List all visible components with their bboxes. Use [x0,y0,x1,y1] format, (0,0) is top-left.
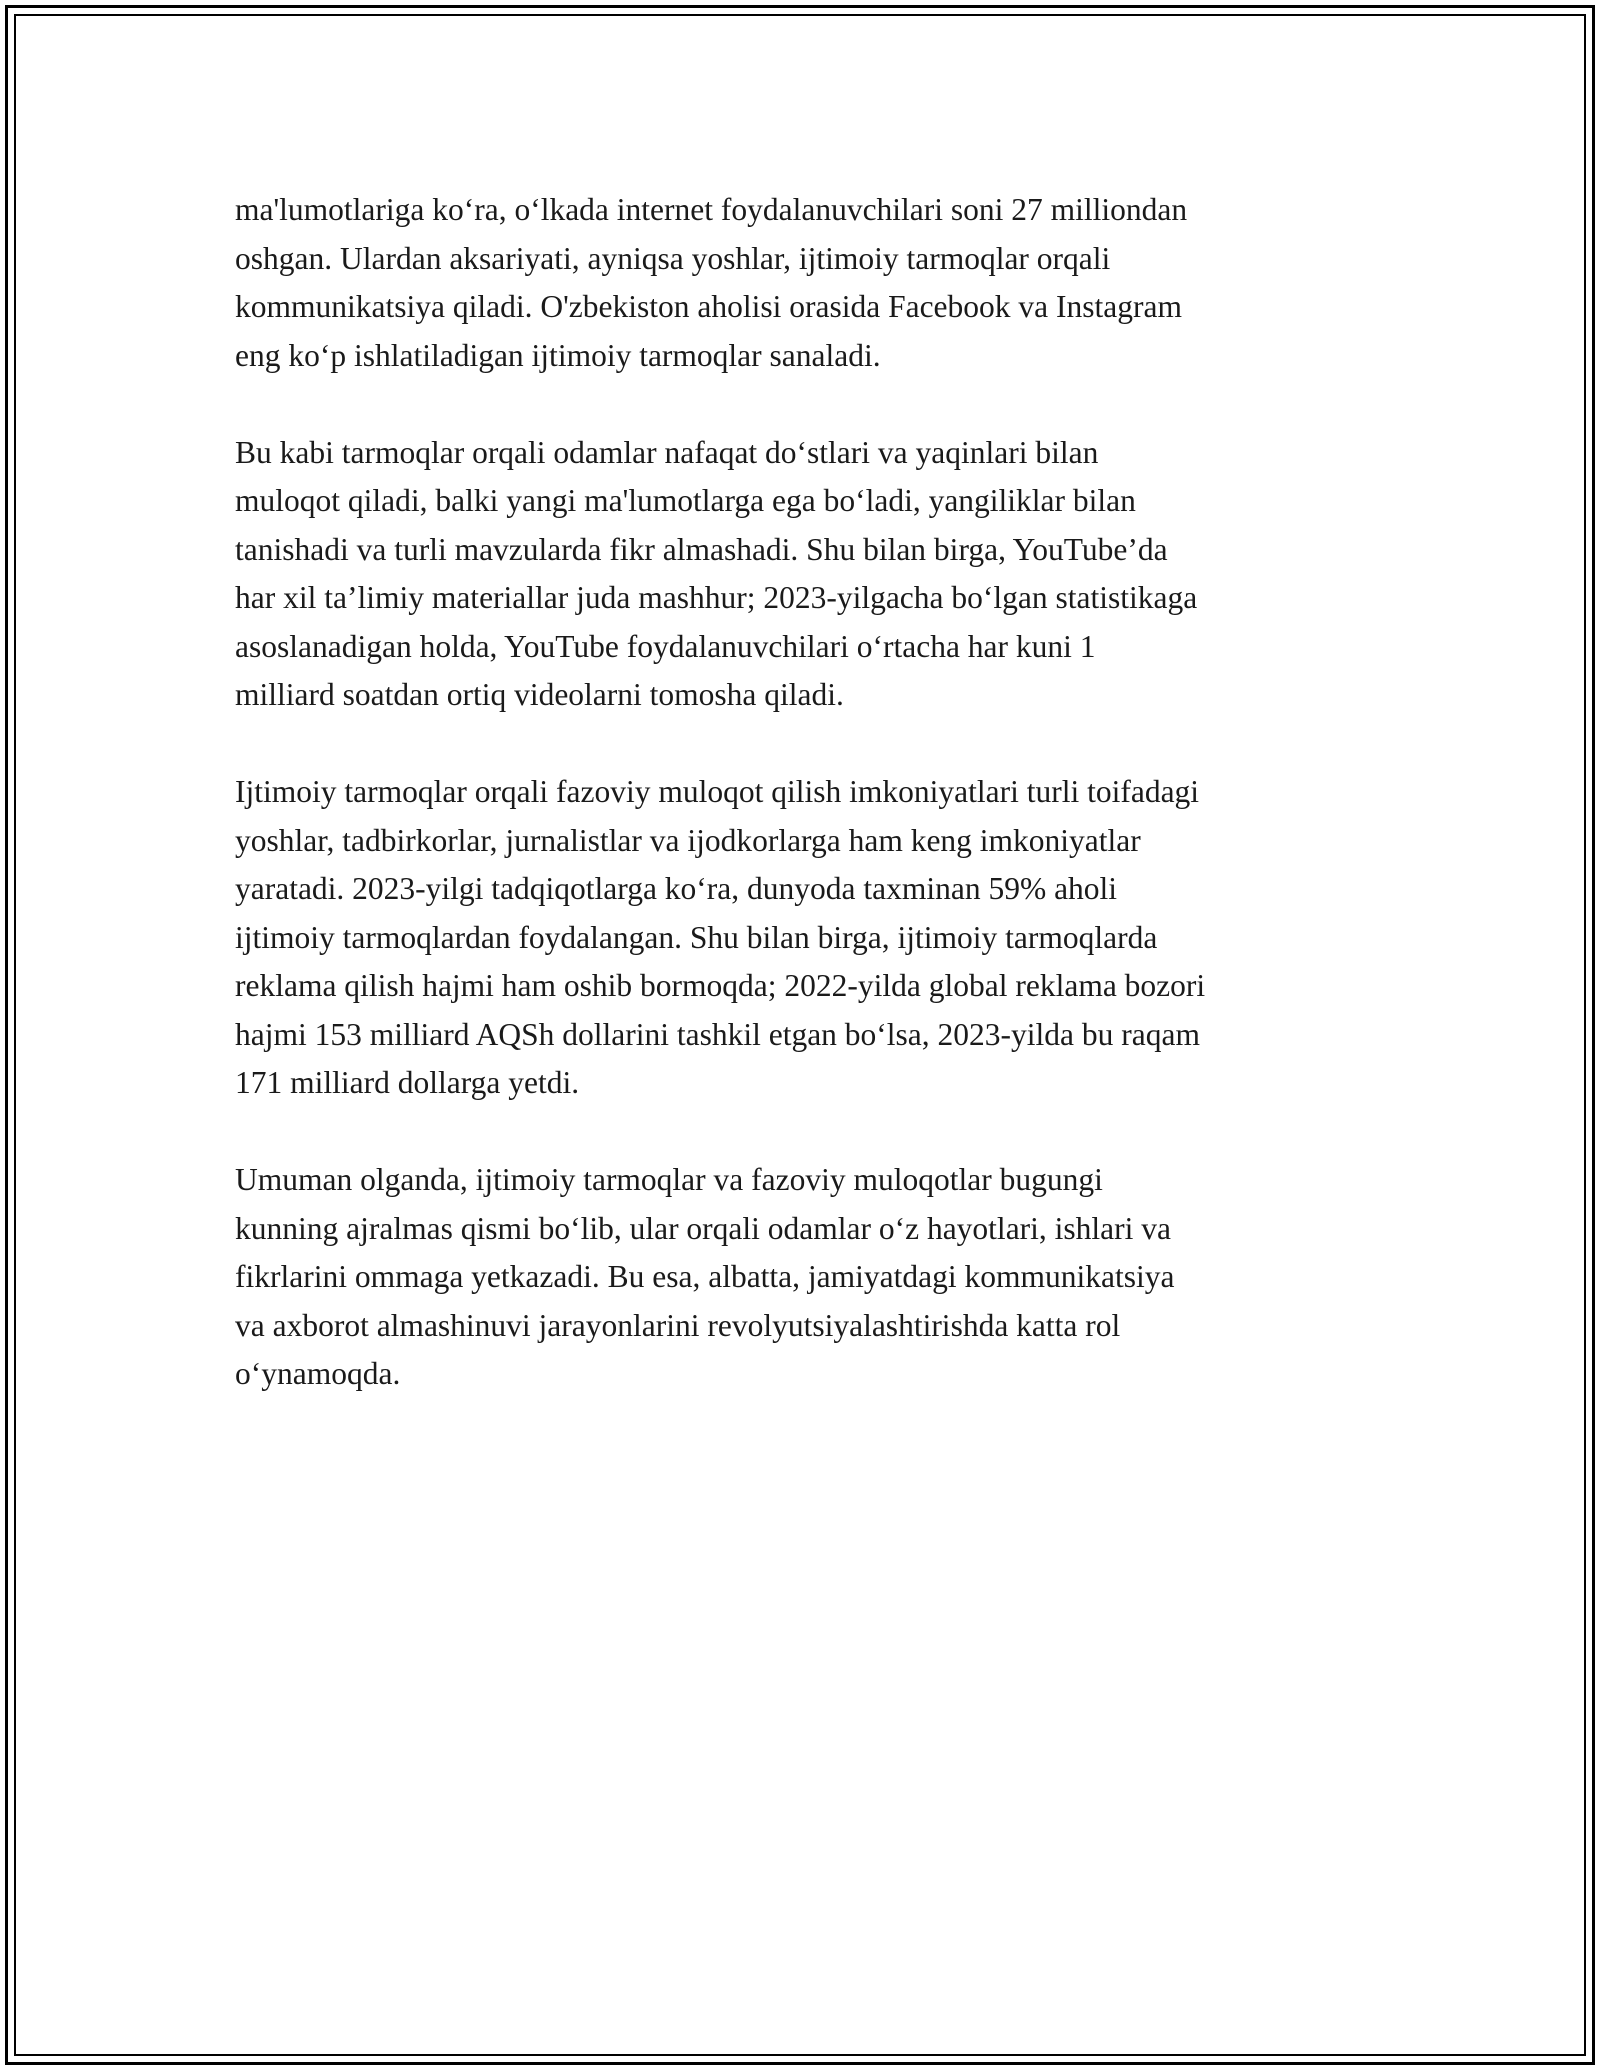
text-line: yoshlar, tadbirkorlar, jurnalistlar va ijodkorlarga ham keng imkoniyatlar [235,822,1141,858]
paragraph-1 [235,186,1375,380]
text-line: Bu kabi tarmoqlar orqali odamlar nafaqat do‘stlari va yaqinlari bilan [235,434,1099,470]
text-line: ma'lumotlariga ko‘ra, o‘lkada internet foydalanuvchilari soni 27 milliondan [235,192,1188,227]
paragraph-4 [235,1156,1375,1399]
text-line: hajmi 153 milliard AQSh dollarini tashkil etgan bo‘lsa, 2023-yilda bu raqam [235,1016,1200,1052]
text-line: ijtimoiy tarmoqlardan foydalangan. Shu bilan birga, ijtimoiy tarmoqlarda [235,919,1158,955]
text-line: Umuman olganda, ijtimoiy tarmoqlar va fazoviy muloqotlar bugungi [235,1162,1103,1197]
text-line: milliard soatdan ortiq videolarni tomosha qiladi. [235,677,844,712]
text-line: muloqot qiladi, balki yangi ma'lumotlarga ega bo‘ladi, yangiliklar bilan [235,483,1136,518]
text-line: har xil ta’limiy materiallar juda mashhur; 2023-yilgacha bo‘lgan statistikaga [235,580,1198,615]
text-line: kommunikatsiya qiladi. O'zbekiston aholisi orasida Facebook va Instagram [235,289,1182,324]
text-line: eng ko‘p ishlatiladigan ijtimoiy tarmoqlar sanaladi. [235,337,881,373]
text-line: Ijtimoiy tarmoqlar orqali fazoviy muloqot qilish imkoniyatlari turli toifadagi [235,774,1200,809]
text-line: yaratadi. 2023-yilgi tadqiqotlarga ko‘ra, dunyoda taxminan 59% aholi [235,871,1118,906]
document-body [235,186,1375,1447]
text-line: va axborot almashinuvi jarayonlarini revolyutsiyalashtirishda katta rol [235,1307,1121,1343]
text-line: fikrlarini ommaga yetkazadi. Bu esa, albatta, jamiyatdagi kommunikatsiya [235,1259,1175,1294]
text-line: oshgan. Ulardan aksariyati, ayniqsa yoshlar, ijtimoiy tarmoqlar orqali [235,240,1111,276]
text-line: kunning ajralmas qismi bo‘lib, ular orqali odamlar o‘z hayotlari, ishlari va [235,1210,1172,1246]
text-line: o‘ynamoqda. [235,1356,401,1391]
paragraph-2 [235,429,1375,720]
text-line: tanishadi va turli mavzularda fikr almashadi. Shu bilan birga, YouTube’da [235,531,1168,567]
text-line: 171 milliard dollarga yetdi. [235,1065,580,1100]
text-line: reklama qilish hajmi ham oshib bormoqda; 2022-yilda global reklama bozori [235,968,1206,1003]
paragraph-3 [235,768,1375,1108]
text-line: asoslanadigan holda, YouTube foydalanuvchilari o‘rtacha har kuni 1 [235,628,1096,664]
